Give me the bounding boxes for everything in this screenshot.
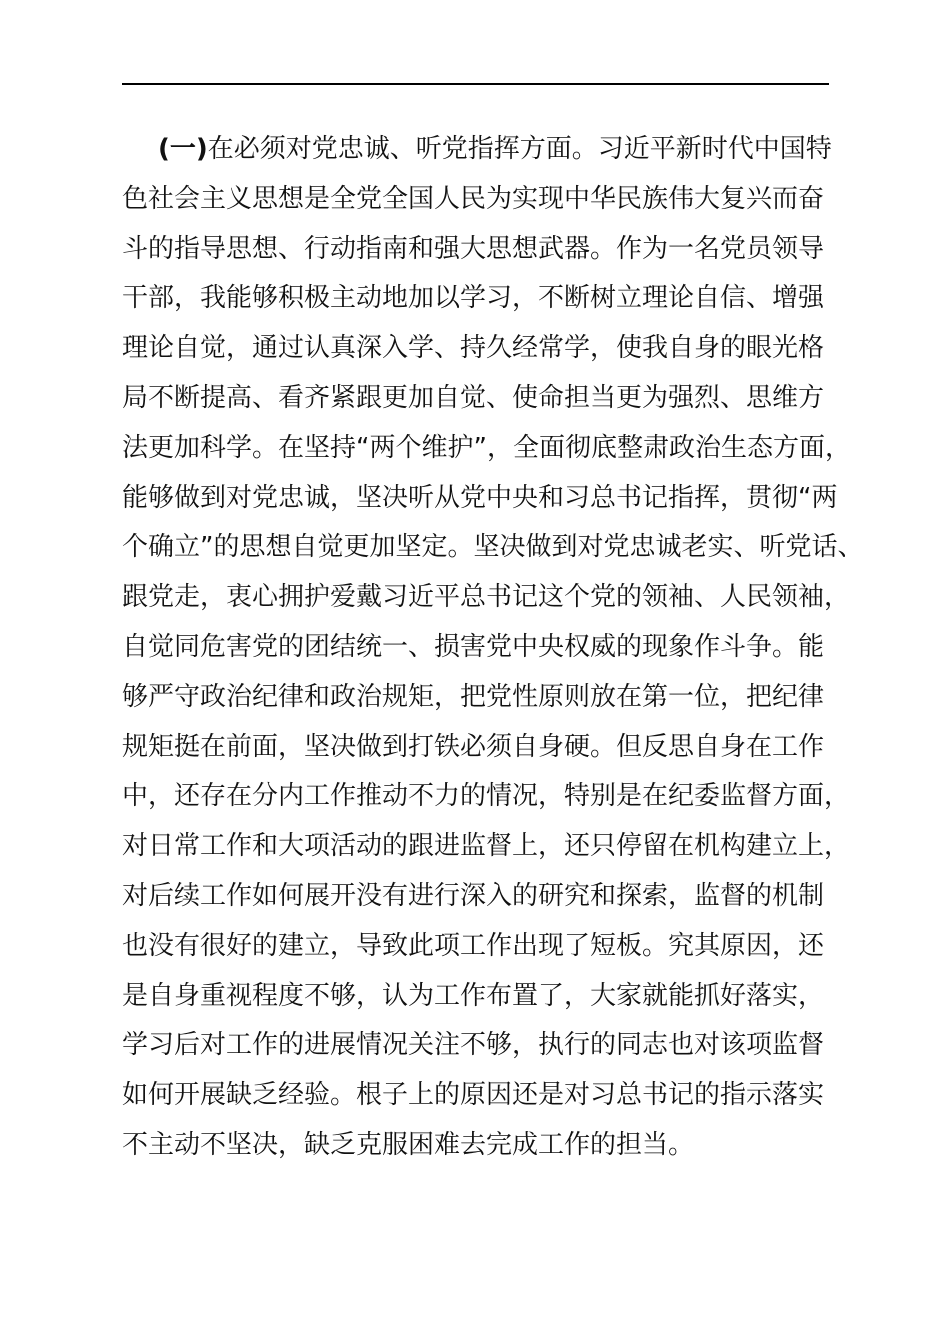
paragraph-line: 学习后对工作的进展情况关注不够，执行的同志也对该项监督 <box>122 1030 825 1061</box>
paragraph-line: 够严守政治纪律和政治规矩，把党性原则放在第一位，把纪律 <box>122 681 825 712</box>
paragraph-line: 跟党走，衷心拥护爱戴习近平总书记这个党的领袖、人民领袖， <box>122 582 851 613</box>
paragraph-line: 不主动不坚决，缺乏克服困难去完成工作的担当。 <box>122 1129 695 1160</box>
section-number: (一) <box>158 134 208 164</box>
header-divider <box>122 83 829 85</box>
paragraph-line: 斗的指导思想、行动指南和强大思想武器。作为一名党员领导 <box>122 233 825 264</box>
paragraph-line: 如何开展缺乏经验。根子上的原因还是对习总书记的指示落实 <box>122 1080 825 1111</box>
section-paragraph <box>122 125 864 1171</box>
paragraph-line: 对日常工作和大项活动的跟进监督上，还只停留在机构建立上， <box>122 831 851 862</box>
paragraph-line: 局不断提高、看齐紧跟更加自觉、使命担当更为强烈、思维方 <box>122 382 825 413</box>
paragraph-line: 个确立”的思想自觉更加坚定。坚决做到对党忠诚老实、听党话、 <box>122 532 864 563</box>
paragraph-line-text: 在必须对党忠诚、听党指挥方面。习近平新时代中国特 <box>207 134 832 164</box>
paragraph-line: 对后续工作如何展开没有进行深入的研究和探索，监督的机制 <box>122 880 825 911</box>
paragraph-line: 规矩挺在前面，坚决做到打铁必须自身硬。但反思自身在工作 <box>122 731 825 762</box>
paragraph-line: 中，还存在分内工作推动不力的情况，特别是在纪委监督方面， <box>122 781 851 812</box>
paragraph-line: 干部，我能够积极主动地加以学习，不断树立理论自信、增强 <box>122 283 825 314</box>
paragraph-line: 也没有很好的建立，导致此项工作出现了短板。究其原因，还 <box>122 930 825 961</box>
paragraph-line: 是自身重视程度不够，认为工作布置了，大家就能抓好落实， <box>122 980 825 1011</box>
paragraph-line: 自觉同危害党的团结统一、损害党中央权威的现象作斗争。能 <box>122 631 825 662</box>
paragraph-line: 法更加科学。在坚持“两个维护”，全面彻底整肃政治生态方面， <box>122 432 851 463</box>
paragraph-line: 理论自觉，通过认真深入学、持久经常学，使我自身的眼光格 <box>122 333 825 364</box>
paragraph-line: 色社会主义思想是全党全国人民为实现中华民族伟大复兴而奋 <box>122 183 825 214</box>
paragraph-line: 能够做到对党忠诚，坚决听从党中央和习总书记指挥，贯彻“两 <box>122 482 838 513</box>
paragraph-line <box>122 125 842 175</box>
